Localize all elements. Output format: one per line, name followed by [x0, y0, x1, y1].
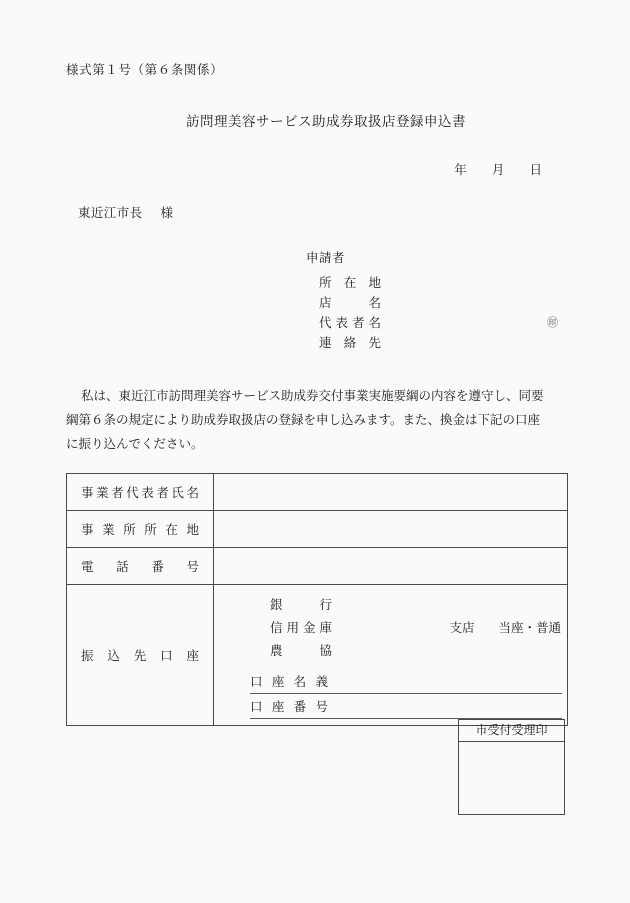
- bank-kind-shinkin[interactable]: 信用金庫: [270, 621, 332, 635]
- addressee-honorific: 様: [160, 206, 174, 220]
- table-row-business-address: [67, 511, 568, 548]
- bank-kind-bank[interactable]: 銀行: [270, 598, 332, 612]
- body-line-1: 私は、東近江市訪問理美容サービス助成券交付事業実施要綱の内容を遵守し、同要: [81, 389, 544, 403]
- body-paragraph: [66, 384, 566, 456]
- table-value-phone-number[interactable]: [214, 548, 568, 585]
- application-table: [66, 473, 568, 726]
- table-row-representative-name: [67, 474, 568, 511]
- applicant-label-contact: 連絡先: [319, 336, 381, 350]
- account-number-label: 口座番号: [250, 700, 328, 714]
- receipt-stamp-area[interactable]: [459, 742, 564, 814]
- table-value-representative-name[interactable]: [214, 474, 568, 511]
- table-label-business-address: [67, 511, 214, 548]
- table-row-bank-account: [67, 585, 568, 726]
- bank-account-type-label[interactable]: 当座・普通: [498, 621, 561, 635]
- table-label-text: 事業所所在地: [81, 523, 199, 537]
- account-name-label: 口座名義: [250, 675, 328, 689]
- bank-kind-nokyo[interactable]: 農協: [270, 644, 332, 658]
- body-line-2: 綱第６条の規定により助成券取扱店の登録を申し込みます。また、換金は下記の口座: [66, 413, 541, 427]
- applicant-heading: 申請者: [306, 251, 346, 265]
- table-value-business-address[interactable]: [214, 511, 568, 548]
- addressee-name: 東近江市長: [78, 206, 143, 220]
- table-label-text: 事業者代表者氏名: [81, 486, 199, 500]
- applicant-row-shop-name: [319, 293, 381, 313]
- bank-branch-line: [449, 617, 561, 640]
- account-number-line: [250, 697, 562, 719]
- bank-kind-list: [270, 594, 332, 663]
- table-label-phone-number: [67, 548, 214, 585]
- table-label-text: 電話番号: [81, 560, 199, 574]
- receipt-stamp-box: [458, 719, 565, 815]
- applicant-label-address: 所在地: [319, 276, 381, 290]
- form-number: 様式第１号（第６条関係）: [66, 63, 224, 77]
- bank-branch-label: 支店: [449, 621, 475, 635]
- account-name-line: [250, 672, 562, 694]
- table-label-bank-account: [67, 585, 214, 726]
- document-title: 訪問理美容サービス助成券取扱店登録申込書: [186, 114, 466, 129]
- receipt-stamp-title: 市受付受理印: [459, 720, 564, 742]
- applicant-block: [306, 248, 558, 353]
- date-month-label: 月: [491, 163, 505, 177]
- table-row-phone-number: [67, 548, 568, 585]
- date-day-label: 日: [529, 163, 542, 177]
- date-line: [0, 160, 630, 178]
- date-year-label: 年: [454, 163, 467, 177]
- applicant-row-address: [319, 273, 381, 293]
- table-label-text: 振込先口座: [81, 649, 199, 663]
- seal-icon: ㊞: [547, 317, 558, 329]
- body-line-3: に振り込んでください。: [66, 437, 204, 451]
- addressee: [78, 203, 173, 221]
- applicant-row-representative: [319, 313, 558, 333]
- table-value-bank-account: [214, 585, 568, 726]
- applicant-label-shop-name: 店名: [319, 296, 381, 310]
- table-label-representative-name: [67, 474, 214, 511]
- applicant-row-contact: [319, 333, 381, 353]
- applicant-label-representative: 代表者名: [319, 316, 381, 330]
